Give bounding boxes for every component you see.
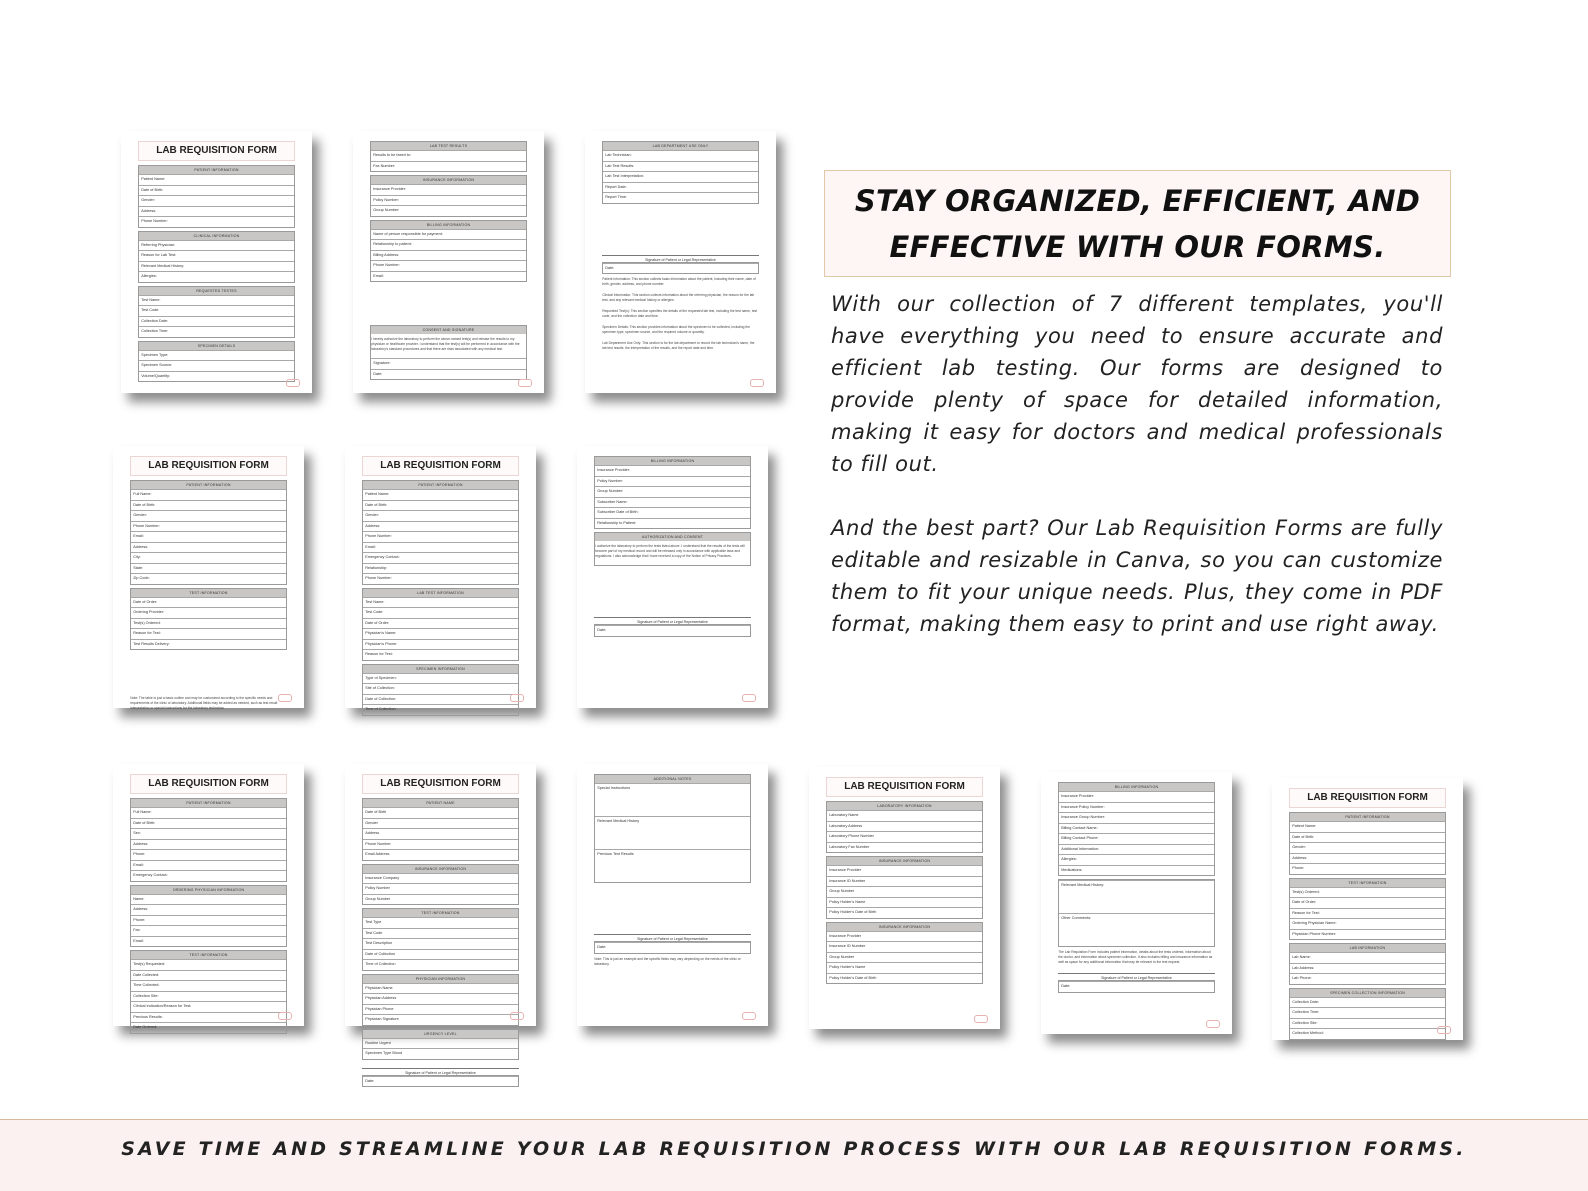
form-field: Date: xyxy=(603,263,758,274)
form-field: Email: xyxy=(131,936,286,947)
form-field: Address: xyxy=(131,542,286,553)
form-field: Test(s) Ordered: xyxy=(1290,887,1445,898)
form-field: Lab Phone: xyxy=(1290,973,1445,984)
headline: STAY ORGANIZED, EFFICIENT, AND EFFECTIVE WITH OUR FORMS. xyxy=(854,183,1421,264)
form-field: Collection Time: xyxy=(1290,1007,1445,1018)
form-section xyxy=(594,774,751,883)
form-field: Date of Birth: xyxy=(131,818,286,829)
form-section xyxy=(362,798,519,861)
signature-section xyxy=(602,262,759,275)
section-header: SPECIMEN DETAILS xyxy=(139,342,294,350)
form-section xyxy=(130,798,287,882)
form-field: Type of Specimen: xyxy=(363,673,518,684)
form-note: The Lab Requisition Form includes patient information, details about the tests ordered, information about the doctor, and information about specimen collection. It also includes billing and insurance information as well as space for any additional information that may be relevant to the test request. xyxy=(1058,950,1213,965)
section-header: PATIENT INFORMATION xyxy=(131,481,286,489)
form-field: Phone: xyxy=(1290,863,1445,874)
form-field: Emergency Contact: xyxy=(131,870,286,881)
form-thumbnail-9 xyxy=(577,764,768,1026)
form-field: Billing Contact Phone: xyxy=(1059,833,1214,844)
section-header: TEST INFORMATION xyxy=(363,909,518,917)
form-field: Lab Test Results: xyxy=(603,161,758,172)
signature-line: Signature of Patient or Legal Representative xyxy=(362,1068,519,1075)
form-field: Subscriber Name: xyxy=(595,497,750,508)
form-field: Gender: xyxy=(1290,842,1445,853)
form-field: Group Number xyxy=(827,886,982,897)
spacer xyxy=(130,653,287,693)
form-field: Date: xyxy=(363,1076,518,1087)
form-field: Insurance ID Number xyxy=(827,876,982,887)
section-header: TEST INFORMATION xyxy=(131,589,286,597)
form-field: Collection Time: xyxy=(139,326,294,337)
form-field: Specimen Type: xyxy=(139,350,294,361)
form-field: Laboratory Address xyxy=(827,821,982,832)
form-field: Laboratory Phone Number xyxy=(827,831,982,842)
form-field: Group Number xyxy=(827,952,982,963)
form-field: Test Code xyxy=(363,928,518,939)
form-field: Email: xyxy=(131,531,286,542)
form-field: Policy Holder's Date of Birth xyxy=(827,907,982,918)
form-field: Reason for Lab Test: xyxy=(139,250,294,261)
section-header: PATIENT INFORMATION xyxy=(1290,813,1445,821)
form-field: Collection Method: xyxy=(1290,1028,1445,1039)
form-field: Date of Birth: xyxy=(363,500,518,511)
form-field: Insurance Policy Number: xyxy=(1059,802,1214,813)
form-field: Test Code: xyxy=(363,607,518,618)
form-section xyxy=(594,532,751,566)
form-field: Address: xyxy=(139,206,294,217)
form-thumbnail-6 xyxy=(577,446,768,708)
form-field: Phone Number: xyxy=(371,260,526,271)
form-field: Ordering Physician Name: xyxy=(1290,918,1445,929)
form-title: LAB REQUISITION FORM xyxy=(138,141,295,161)
form-field: Insurance Provider xyxy=(827,931,982,942)
section-header: ADDITIONAL NOTES xyxy=(595,775,750,783)
form-thumbnail-12 xyxy=(1272,778,1463,1040)
form-field: Insurance Provider: xyxy=(595,465,750,476)
form-section xyxy=(370,220,527,283)
form-field: Gender: xyxy=(131,510,286,521)
logo-mark xyxy=(974,1015,988,1023)
form-section xyxy=(1289,943,1446,985)
form-field: Time Collected: xyxy=(131,980,286,991)
form-field: Relevant Medical History xyxy=(595,816,750,849)
form-section xyxy=(602,141,759,204)
form-field: Date of Birth: xyxy=(1290,832,1445,843)
section-header: BILLING INFORMATION xyxy=(595,457,750,465)
section-header: INSURANCE INFORMATION xyxy=(371,176,526,184)
form-section xyxy=(826,856,983,919)
form-field: Site of Collection: xyxy=(363,683,518,694)
footer-tagline: SAVE TIME AND STREAMLINE YOUR LAB REQUISITION PROCESS WITH OUR LAB REQUISITION FORMS. xyxy=(121,1138,1467,1160)
form-field: Policy Holder's Name xyxy=(827,897,982,908)
spacer xyxy=(602,207,759,247)
form-field: Signature: xyxy=(371,358,526,369)
form-field: Policy Holder's Name xyxy=(827,962,982,973)
form-field: Full Name: xyxy=(131,489,286,500)
form-field: Physician's Name: xyxy=(363,628,518,639)
form-section xyxy=(362,1029,519,1060)
form-field: Results to be faxed to: xyxy=(371,150,526,161)
form-field: Address: xyxy=(131,839,286,850)
form-note: Lab Department Use Only: This section is for the lab department to record the lab technician's name, the lab test results, the interpretation of the results, and the report date and time. xyxy=(602,341,755,351)
description-paragraph-2: And the best part? Our Lab Requisition Forms are fully editable and resizable in Canva, so you can customize them to fit your unique needs. Plus, they come in PDF format, making them easy to print and use right away. xyxy=(831,516,1443,636)
form-field: Address: xyxy=(1290,853,1445,864)
form-field: Laboratory Fax Number xyxy=(827,842,982,853)
logo-mark xyxy=(518,379,532,387)
form-section xyxy=(1058,879,1215,947)
section-header: CLINICAL INFORMATION xyxy=(139,232,294,240)
form-field: Routine Urgent xyxy=(363,1038,518,1049)
form-field: Policy Number xyxy=(363,883,518,894)
logo-mark xyxy=(286,379,300,387)
form-field: Test Name: xyxy=(139,295,294,306)
form-field: Date of Birth: xyxy=(139,185,294,196)
form-section xyxy=(370,175,527,217)
signature-line: Signature of Patient or Legal Representative xyxy=(594,617,751,624)
form-section xyxy=(130,480,287,585)
form-field: Reason for Test: xyxy=(363,649,518,660)
section-text: I authorize the laboratory to perform the tests listed above. I understand that the results of the tests will become part of my medical record and will be released only in accordance with applicable laws and regulations. I also acknowledge that I have received a copy of the Notice of Privacy Practices. xyxy=(595,544,745,559)
form-field: Date: xyxy=(1059,981,1214,992)
form-field: Relationship to patient: xyxy=(371,239,526,250)
section-header: PATIENT INFORMATION xyxy=(131,799,286,807)
form-section xyxy=(362,908,519,971)
form-field: Test Results Delivery: xyxy=(131,639,286,650)
form-field: Collection Site: xyxy=(1290,1018,1445,1029)
form-section xyxy=(362,664,519,716)
form-section xyxy=(138,165,295,228)
form-title: LAB REQUISITION FORM xyxy=(1289,788,1446,808)
form-field: Lab Test Interpretation: xyxy=(603,171,758,182)
form-field: Date of Order: xyxy=(363,618,518,629)
form-field: Physician Name xyxy=(363,983,518,994)
form-field: Date of Birth: xyxy=(131,500,286,511)
form-field: Policy Holder's Date of Birth xyxy=(827,973,982,984)
section-header: TEST INFORMATION xyxy=(131,951,286,959)
form-field: Address: xyxy=(363,521,518,532)
form-section xyxy=(826,801,983,853)
form-field: Email: xyxy=(371,271,526,282)
form-title: LAB REQUISITION FORM xyxy=(362,456,519,476)
form-field: Billing Contact Name: xyxy=(1059,823,1214,834)
form-field: Lab Technician: xyxy=(603,150,758,161)
form-field: Name: xyxy=(131,894,286,905)
signature-section xyxy=(594,624,751,637)
section-text: I hereby authorize the laboratory to perform the above-named test(s) and release the results to my physician or healthcare provider. I understand that the test(s) will be performed in accordance with the laboratory's standard procedures and that there are risks associated with any medical test. xyxy=(371,337,520,352)
section-header: CONSENT AND SIGNATURE xyxy=(371,326,526,334)
form-field: Specimen Source: xyxy=(139,360,294,371)
form-field: Special Instructions xyxy=(595,783,750,816)
form-field: Email: xyxy=(131,860,286,871)
logo-mark xyxy=(278,1012,292,1020)
form-field: Report Date: xyxy=(603,182,758,193)
section-header: LAB TEST RESULTS xyxy=(371,142,526,150)
form-field: Date: xyxy=(595,942,750,953)
form-field: Test Name: xyxy=(363,597,518,608)
signature-line: Signature of Patient or Legal Representative xyxy=(594,934,751,941)
form-field: Insurance Provider xyxy=(827,865,982,876)
form-field: Relevant Medical History: xyxy=(1059,880,1214,913)
form-field: Insurance Provider: xyxy=(371,184,526,195)
logo-mark xyxy=(750,379,764,387)
logo-mark xyxy=(1437,1026,1451,1034)
form-section xyxy=(130,950,287,1034)
form-section xyxy=(1289,988,1446,1040)
form-field: Reason for Test: xyxy=(1290,908,1445,919)
form-field: State: xyxy=(131,563,286,574)
form-field: Phone Number: xyxy=(363,573,518,584)
form-title: LAB REQUISITION FORM xyxy=(826,777,983,797)
form-field: Date: xyxy=(595,625,750,636)
form-field: Volume/Quantity: xyxy=(139,371,294,382)
form-field: City: xyxy=(131,552,286,563)
signature-line: Signature of Patient or Legal Representative xyxy=(602,255,759,262)
form-section xyxy=(130,588,287,651)
form-thumbnail-4 xyxy=(113,446,304,711)
form-field: Insurance Provider: xyxy=(1059,791,1214,802)
form-field: Group Number: xyxy=(371,205,526,216)
spacer xyxy=(594,569,751,609)
form-field: Collection Site: xyxy=(131,991,286,1002)
form-field: Patient Name: xyxy=(1290,821,1445,832)
form-field: Test(s) Requested: xyxy=(131,959,286,970)
signature-section xyxy=(1058,980,1215,993)
form-field: Insurance Group Number: xyxy=(1059,812,1214,823)
form-field: Date of Order: xyxy=(1290,897,1445,908)
form-thumbnail-1 xyxy=(121,131,312,393)
form-field: Physician Phone xyxy=(363,1004,518,1015)
form-thumbnail-3 xyxy=(585,131,776,393)
form-section xyxy=(1058,782,1215,876)
form-field: Phone Number: xyxy=(363,531,518,542)
form-field: Phone: xyxy=(131,915,286,926)
description-paragraph-1: With our collection of 7 different templates, you'll have everything you need to ensure accurate and efficient lab testing. Our forms are designed to provide plenty of space for detailed information, making it easy for doctors and medical professionals to fill out. xyxy=(831,292,1443,476)
form-field: Phone Number: xyxy=(131,521,286,532)
form-field: Group Number xyxy=(363,894,518,905)
form-field: Date of Birth xyxy=(363,807,518,818)
spacer xyxy=(370,285,527,325)
form-field: Date: xyxy=(371,369,526,380)
form-field: Full Name: xyxy=(131,807,286,818)
section-header: ORDERING PHYSICIAN INFORMATION xyxy=(131,886,286,894)
form-section xyxy=(594,456,751,529)
form-field: Fax Number: xyxy=(371,161,526,172)
form-field: Patient Name: xyxy=(363,489,518,500)
form-field: Group Number: xyxy=(595,486,750,497)
form-field: Reason for Test: xyxy=(131,628,286,639)
form-field: Clinical Indication/Reason for Test: xyxy=(131,1001,286,1012)
section-header: PATIENT INFORMATION xyxy=(363,481,518,489)
logo-mark xyxy=(278,694,292,702)
logo-mark xyxy=(510,1012,524,1020)
form-field: Test(s) Ordered: xyxy=(131,618,286,629)
form-field: Physician Signature xyxy=(363,1014,518,1025)
form-thumbnail-11 xyxy=(1041,772,1232,1034)
form-section xyxy=(362,974,519,1026)
form-section xyxy=(138,231,295,283)
form-field: Fax: xyxy=(131,925,286,936)
form-field: Date of Order: xyxy=(131,597,286,608)
section-header: PATIENT INFORMATION xyxy=(139,166,294,174)
form-section xyxy=(138,286,295,338)
form-field: Zip Code: xyxy=(131,573,286,584)
form-field: Laboratory Name xyxy=(827,810,982,821)
form-field: Phone: xyxy=(131,849,286,860)
section-header: AUTHORIZATION AND CONSENT xyxy=(595,533,750,541)
section-header: TEST INFORMATION xyxy=(1290,879,1445,887)
form-title: LAB REQUISITION FORM xyxy=(130,456,287,476)
section-header: BILLING INFORMATION xyxy=(1059,783,1214,791)
section-header: URGENCY LEVEL xyxy=(363,1030,518,1038)
signature-section xyxy=(594,941,751,954)
section-header: SPECIMEN COLLECTION INFORMATION xyxy=(1290,989,1445,997)
form-field: Date of Collection: xyxy=(363,694,518,705)
headline-box xyxy=(824,170,1451,277)
form-field: Ordering Provider: xyxy=(131,607,286,618)
form-thumbnail-7 xyxy=(113,764,304,1030)
form-field: Additional Information: xyxy=(1059,844,1214,855)
form-field: Phone Number: xyxy=(139,216,294,227)
section-header: PHYSICIAN INFORMATION xyxy=(363,975,518,983)
form-section xyxy=(1289,812,1446,875)
form-note: Specimen Details: This section provides information about the specimen to be collected, including the specimen type, specimen source, and the required volume or quantity. xyxy=(602,325,751,335)
form-field: Address xyxy=(363,828,518,839)
form-field: Relationship: xyxy=(363,563,518,574)
form-field: Policy Number: xyxy=(595,476,750,487)
form-field: Previous Test Results xyxy=(595,849,750,882)
signature-section xyxy=(362,1075,519,1088)
form-section xyxy=(370,325,527,380)
form-section xyxy=(362,480,519,585)
section-header: INSURANCE INFORMATION xyxy=(363,865,518,873)
form-field: Sex: xyxy=(131,828,286,839)
form-field: Physician Phone Number: xyxy=(1290,929,1445,940)
form-note: Note: The table is just a basic outline and may be customized according to the specific needs and requirements of the clinic or laboratory. Additional fields may be added as needed, such as test result interpretation or special instructions for the laboratory technician. xyxy=(130,696,278,711)
section-header: LAB DEPARTMENT USE ONLY xyxy=(603,142,758,150)
section-header: SPECIMEN INFORMATION xyxy=(363,665,518,673)
form-field: Emergency Contact: xyxy=(363,552,518,563)
form-field: Relationship to Patient: xyxy=(595,518,750,529)
form-field: Gender xyxy=(363,818,518,829)
section-header: INSURANCE INFORMATION xyxy=(827,857,982,865)
form-field: Report Time: xyxy=(603,192,758,203)
form-thumbnail-8 xyxy=(345,764,536,1083)
logo-mark xyxy=(1206,1020,1220,1028)
form-field: Insurance Company xyxy=(363,873,518,884)
form-field: Collection Date: xyxy=(1290,997,1445,1008)
form-field: Previous Results: xyxy=(131,1012,286,1023)
form-field: Physician Address xyxy=(363,993,518,1004)
form-section xyxy=(130,885,287,948)
section-header: INSURANCE INFORMATION xyxy=(827,923,982,931)
form-field: Other Comments: xyxy=(1059,913,1214,946)
logo-mark xyxy=(510,694,524,702)
form-section xyxy=(826,922,983,985)
form-thumbnail-10 xyxy=(809,767,1000,1029)
form-field: Date of Collection xyxy=(363,949,518,960)
form-thumbnail-5 xyxy=(345,446,536,712)
form-field: Address: xyxy=(131,904,286,915)
form-field: Allergies: xyxy=(1059,854,1214,865)
form-field: Date Ordered: xyxy=(131,1022,286,1033)
form-field: Phone Number xyxy=(363,839,518,850)
form-field: Subscriber Date of Birth: xyxy=(595,507,750,518)
form-field: Patient Name: xyxy=(139,174,294,185)
form-field: Relevant Medical History: xyxy=(139,261,294,272)
logo-mark xyxy=(742,1012,756,1020)
form-field: Gender: xyxy=(139,195,294,206)
form-field: Specimen Type Blood xyxy=(363,1048,518,1059)
form-field: Date Collected: xyxy=(131,970,286,981)
form-field: Medications: xyxy=(1059,865,1214,876)
form-note: Patient Information: This section collects basic information about the patient, including their name, date of birth, gender, address, and phone number. xyxy=(602,277,756,287)
spacer xyxy=(594,886,751,926)
form-field: Insurance ID Number xyxy=(827,941,982,952)
form-title: LAB REQUISITION FORM xyxy=(130,774,287,794)
form-section xyxy=(1289,878,1446,941)
form-section xyxy=(362,864,519,906)
form-thumbnail-2 xyxy=(353,131,544,393)
form-field: Referring Physician: xyxy=(139,240,294,251)
form-field: Name of person responsible for payment: xyxy=(371,229,526,240)
form-note: Clinical Information: This section collects information about the referring physician, the reason for the lab test, and any relevant medical history or allergies. xyxy=(602,293,755,303)
form-note: Requested Test(s): This section specifies the details of the requested lab test, including the test name, test code, and the collection date and time. xyxy=(602,309,758,319)
section-header: LAB INFORMATION xyxy=(1290,944,1445,952)
form-field: Email: xyxy=(363,542,518,553)
form-field: Billing Address: xyxy=(371,250,526,261)
signature-line: Signature of Patient or Legal Representative xyxy=(1058,973,1215,980)
form-field: Physician's Phone: xyxy=(363,639,518,650)
form-field: Test Description xyxy=(363,938,518,949)
section-header: LAB TEST INFORMATION xyxy=(363,589,518,597)
form-section xyxy=(370,141,527,172)
section-header: LABORATORY INFORMATION xyxy=(827,802,982,810)
form-field: Allergies: xyxy=(139,271,294,282)
form-note: Note: This is just an example and the specific fields may vary depending on the needs of the clinic or laboratory. xyxy=(594,956,741,966)
form-field: Test Code: xyxy=(139,305,294,316)
form-field: Time of Collection xyxy=(363,959,518,970)
form-field: Policy Number: xyxy=(371,195,526,206)
form-field: Email Address xyxy=(363,849,518,860)
form-field: Test Type xyxy=(363,917,518,928)
form-field: Lab Name: xyxy=(1290,952,1445,963)
section-header: REQUESTED TESTES xyxy=(139,287,294,295)
section-header: PATIENT NAME xyxy=(363,799,518,807)
form-field: Time of Collection: xyxy=(363,704,518,715)
logo-mark xyxy=(742,694,756,702)
form-section xyxy=(138,341,295,383)
form-title: LAB REQUISITION FORM xyxy=(362,774,519,794)
form-section xyxy=(362,588,519,661)
form-field: Collection Date: xyxy=(139,316,294,327)
section-header: BILLING INFORMATION xyxy=(371,221,526,229)
form-field: Lab Address: xyxy=(1290,963,1445,974)
form-field: Gender: xyxy=(363,510,518,521)
